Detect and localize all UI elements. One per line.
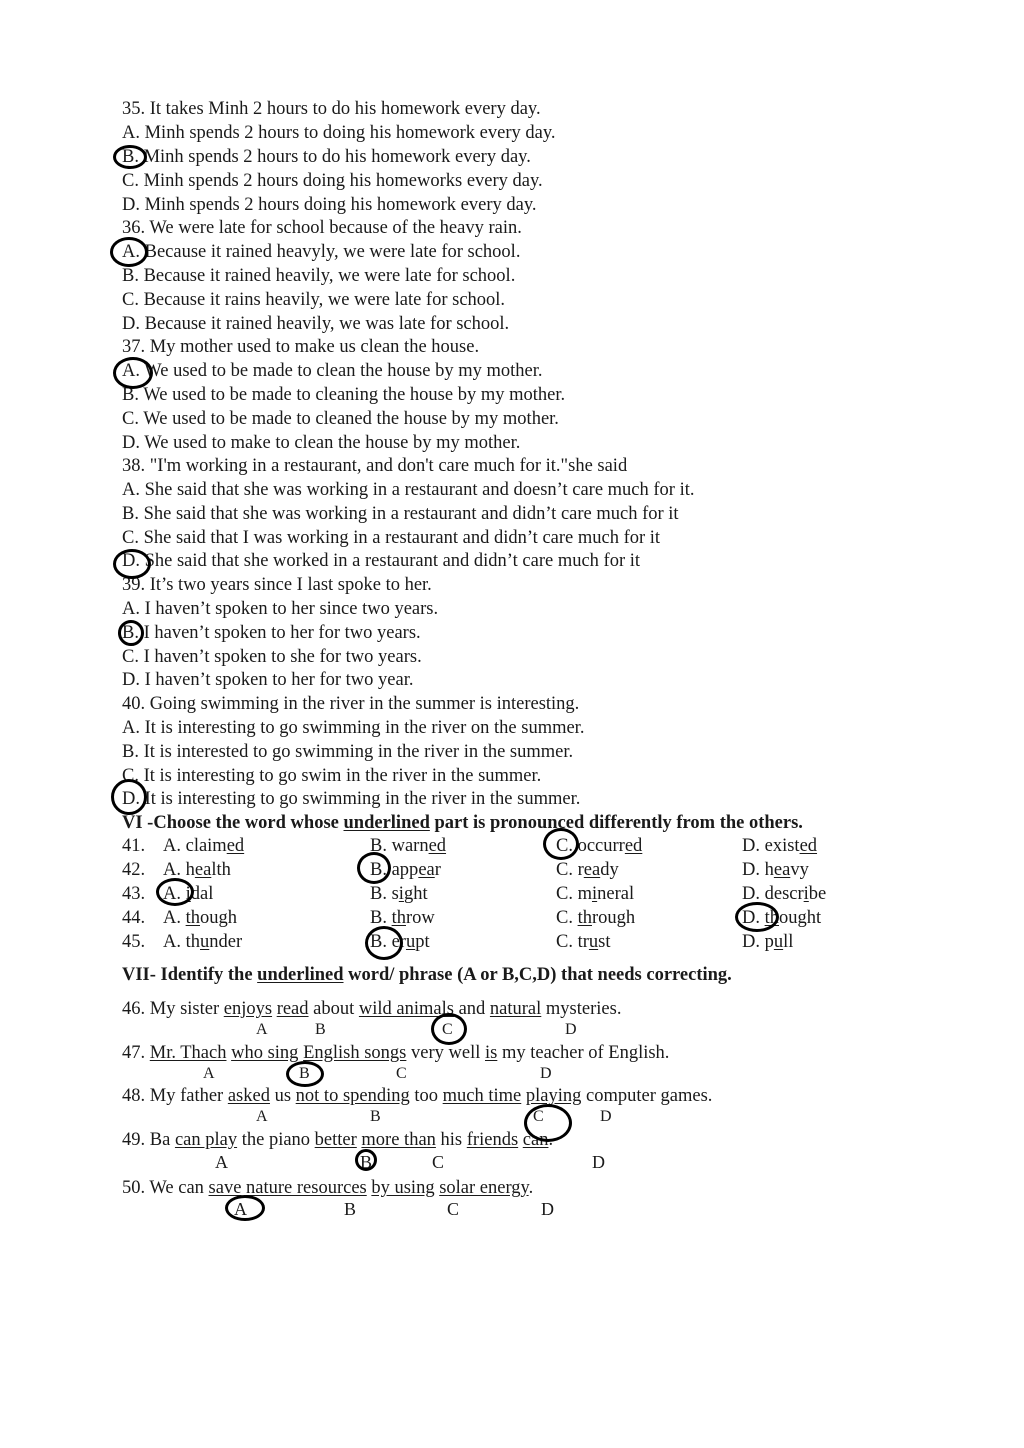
option-35b: B. Minh spends 2 hours to do his homework every day. xyxy=(122,147,531,167)
label-46d: D xyxy=(565,1021,577,1038)
answer-circle-35 xyxy=(113,145,147,169)
label-49b: B xyxy=(360,1152,373,1172)
answer-circle-48 xyxy=(524,1104,572,1142)
choice-43a: A. idal xyxy=(163,884,214,904)
choice-43c: C. mineral xyxy=(556,884,635,904)
option-36b: B. Because it rained heavily, we were late for school. xyxy=(122,266,516,286)
label-50b: B xyxy=(344,1199,357,1219)
question-36: 36. We were late for school because of the heavy rain. xyxy=(122,218,522,238)
option-40d: D. It is interesting to go swimming in the river in the summer. xyxy=(122,789,581,809)
section-vi-heading: VI -Choose the word whose underlined part is pronounced differently from the others. xyxy=(122,813,803,833)
option-37b: B. We used to be made to cleaning the house by my mother. xyxy=(122,385,566,405)
choice-41c: C. occurred xyxy=(556,836,643,856)
answer-circle-41 xyxy=(543,828,579,860)
answer-circle-49 xyxy=(355,1149,377,1171)
choice-41b: B. warned xyxy=(370,836,447,856)
option-40a: A. It is interesting to go swimming in the river on the summer. xyxy=(122,718,585,738)
answer-circle-47 xyxy=(286,1061,324,1087)
option-35a: A. Minh spends 2 hours to doing his homework every day. xyxy=(122,123,556,143)
answer-circle-45 xyxy=(365,926,403,960)
label-49a: A xyxy=(215,1152,228,1172)
choice-42b: B. appear xyxy=(370,860,441,880)
question-50: 50. We can save nature resources by using solar energy. xyxy=(122,1178,534,1198)
choice-44b: B. throw xyxy=(370,908,435,928)
label-47d: D xyxy=(540,1065,552,1082)
label-48c: C xyxy=(533,1108,544,1125)
option-38b: B. She said that she was working in a restaurant and didn’t care much for it xyxy=(122,504,679,524)
label-48d: D xyxy=(600,1108,612,1125)
option-36a: A. Because it rained heavyly, we were late for school. xyxy=(122,242,521,262)
answer-circle-44 xyxy=(735,902,779,932)
option-37a: A. We used to be made to clean the house by my mother. xyxy=(122,361,543,381)
section-vii-heading: VII- Identify the underlined word/ phrase (A or B,C,D) that needs correcting. xyxy=(122,965,732,985)
question-37: 37. My mother used to make us clean the house. xyxy=(122,337,480,357)
label-46c: C xyxy=(442,1021,453,1038)
label-47a: A xyxy=(203,1065,215,1082)
choice-43d: D. describe xyxy=(742,884,827,904)
option-38c: C. She said that I was working in a restaurant and didn’t care much for it xyxy=(122,528,661,548)
question-35: 35. It takes Minh 2 hours to do his homework every day. xyxy=(122,99,541,119)
label-50a: A xyxy=(234,1199,247,1219)
option-36c: C. Because it rains heavily, we were late for school. xyxy=(122,290,506,310)
question-48: 48. My father asked us not to spending too much time playing computer games. xyxy=(122,1086,713,1106)
option-39a: A. I haven’t spoken to her since two years. xyxy=(122,599,439,619)
answer-circle-37 xyxy=(113,357,153,389)
option-35d: D. Minh spends 2 hours doing his homework every day. xyxy=(122,195,537,215)
option-38d: D. She said that she worked in a restaurant and didn’t care much for it xyxy=(122,551,641,571)
question-38: 38. "I'm working in a restaurant, and don't care much for it."she said xyxy=(122,456,628,476)
answer-circle-46 xyxy=(431,1013,467,1045)
choice-45d: D. pull xyxy=(742,932,794,952)
choice-45b: B. erupt xyxy=(370,932,430,952)
choice-45c: C. trust xyxy=(556,932,611,952)
worksheet-page: 35. It takes Minh 2 hours to do his homework every day. A. Minh spends 2 hours to doing his homework every day. B. Minh spends 2 hours to do his homework every day. C. Minh spends 2 hours doing his homeworks every day. D. Minh spends 2 hours doing his homework every day. 36. We were late for school because of the heavy rain. A. Because it rained heavyly, we were late for school. B. Because it rained heavily, we were late for school. C. Because it rains heavily, we were late for school. D. Because it rained heavily, we was late for school. 37. My mother used to make us clean the house. A. We used to be made to clean the house by my mother. B. We used to be made to cleaning the house by my mother. C. We used to be made to cleaned the house by my mother. D. We used to make to clean the house by my mother. 38. "I'm working in a restaurant, and don't care much for it."she said A. She said that she was working in a restaurant and doesn’t care much for it. B. She said that she was working in a restaurant and didn’t care much for it C. She said that I was working in a restaurant and didn’t care much for it D. She said that she worked in a restaurant and didn’t care much for it 39. It’s two years since I last spoke to her. A. I haven’t spoken to her since two years. B. I haven’t spoken to her for two years. C. I haven’t spoken to she for two years. D. I haven’t spoken to her for two year. 40. Going swimming in the river in the summer is interesting. A. It is interesting to go swimming in the river on the summer. B. It is interested to go swimming in the river in the summer. C. It is interesting to go swim in the river in the summer. D. It is interesting to go swimming in the river in the summer. VI -Choose the word whose underlined part is pronounced differently from the others. 41. A. claimed B. warned C. occurred D. existed 42. A. health B. appear C. ready D. heavy 43. A. idal B. sight C. mineral D. describe 44. A. though B. throw C. through D. thought 45. A. thunder B. erupt C. trust D. pull VII- Identify the underlined word/ phrase (A or B,C,D) that needs correcting. 46. My sister enjoys read about wild animals and natural mysteries. A B C D 47. Mr. Thach who sing English songs very well is my teacher of English. A B C D 48. My father asked us not to spending too much time playing computer games. A B C D 49. Ba can play the piano better more than his friends can. A B C D 50. We can save nature resources by using solar energy. A B C D xyxy=(0,0,1024,1448)
answer-circle-40 xyxy=(111,779,147,815)
label-50c: C xyxy=(447,1199,460,1219)
choice-43b: B. sight xyxy=(370,884,428,904)
answer-circle-43 xyxy=(156,878,194,906)
option-40b: B. It is interested to go swimming in the river in the summer. xyxy=(122,742,574,762)
label-48b: B xyxy=(370,1108,381,1125)
choice-41d: D. existed xyxy=(742,836,818,856)
question-46: 46. My sister enjoys read about wild animals and natural mysteries. xyxy=(122,999,622,1019)
label-46b: B xyxy=(315,1021,326,1038)
choice-44c: C. through xyxy=(556,908,636,928)
label-49c: C xyxy=(432,1152,445,1172)
question-40: 40. Going swimming in the river in the summer is interesting. xyxy=(122,694,580,714)
option-37d: D. We used to make to clean the house by my mother. xyxy=(122,433,521,453)
option-35c: C. Minh spends 2 hours doing his homeworks every day. xyxy=(122,171,543,191)
question-39: 39. It’s two years since I last spoke to her. xyxy=(122,575,432,595)
answer-circle-38 xyxy=(113,549,151,579)
option-38a: A. She said that she was working in a restaurant and doesn’t care much for it. xyxy=(122,480,695,500)
answer-circle-50 xyxy=(225,1195,265,1221)
label-48a: A xyxy=(256,1108,268,1125)
option-36d: D. Because it rained heavily, we was late for school. xyxy=(122,314,510,334)
choice-41a: A. claimed xyxy=(163,836,245,856)
question-47: 47. Mr. Thach who sing English songs very well is my teacher of English. xyxy=(122,1043,670,1063)
answer-circle-42 xyxy=(357,852,391,884)
label-47c: C xyxy=(396,1065,407,1082)
label-47b: B xyxy=(299,1065,310,1082)
option-39b: B. I haven’t spoken to her for two years. xyxy=(122,623,421,643)
option-40c: C. It is interesting to go swim in the river in the summer. xyxy=(122,766,542,786)
choice-42d: D. heavy xyxy=(742,860,809,880)
question-49: 49. Ba can play the piano better more than his friends can. xyxy=(122,1130,554,1150)
option-39d: D. I haven’t spoken to her for two year. xyxy=(122,670,414,690)
choice-42c: C. ready xyxy=(556,860,619,880)
label-46a: A xyxy=(256,1021,268,1038)
answer-circle-39 xyxy=(118,620,144,646)
label-50d: D xyxy=(541,1199,554,1219)
answer-circle-36 xyxy=(110,237,148,267)
label-49d: D xyxy=(592,1152,605,1172)
option-37c: C. We used to be made to cleaned the house by my mother. xyxy=(122,409,559,429)
choice-44a: A. though xyxy=(163,908,238,928)
choice-45a: A. thunder xyxy=(163,932,243,952)
choice-44d: D. thought xyxy=(742,908,822,928)
option-39c: C. I haven’t spoken to she for two years. xyxy=(122,647,422,667)
choice-42a: A. health xyxy=(163,860,231,880)
